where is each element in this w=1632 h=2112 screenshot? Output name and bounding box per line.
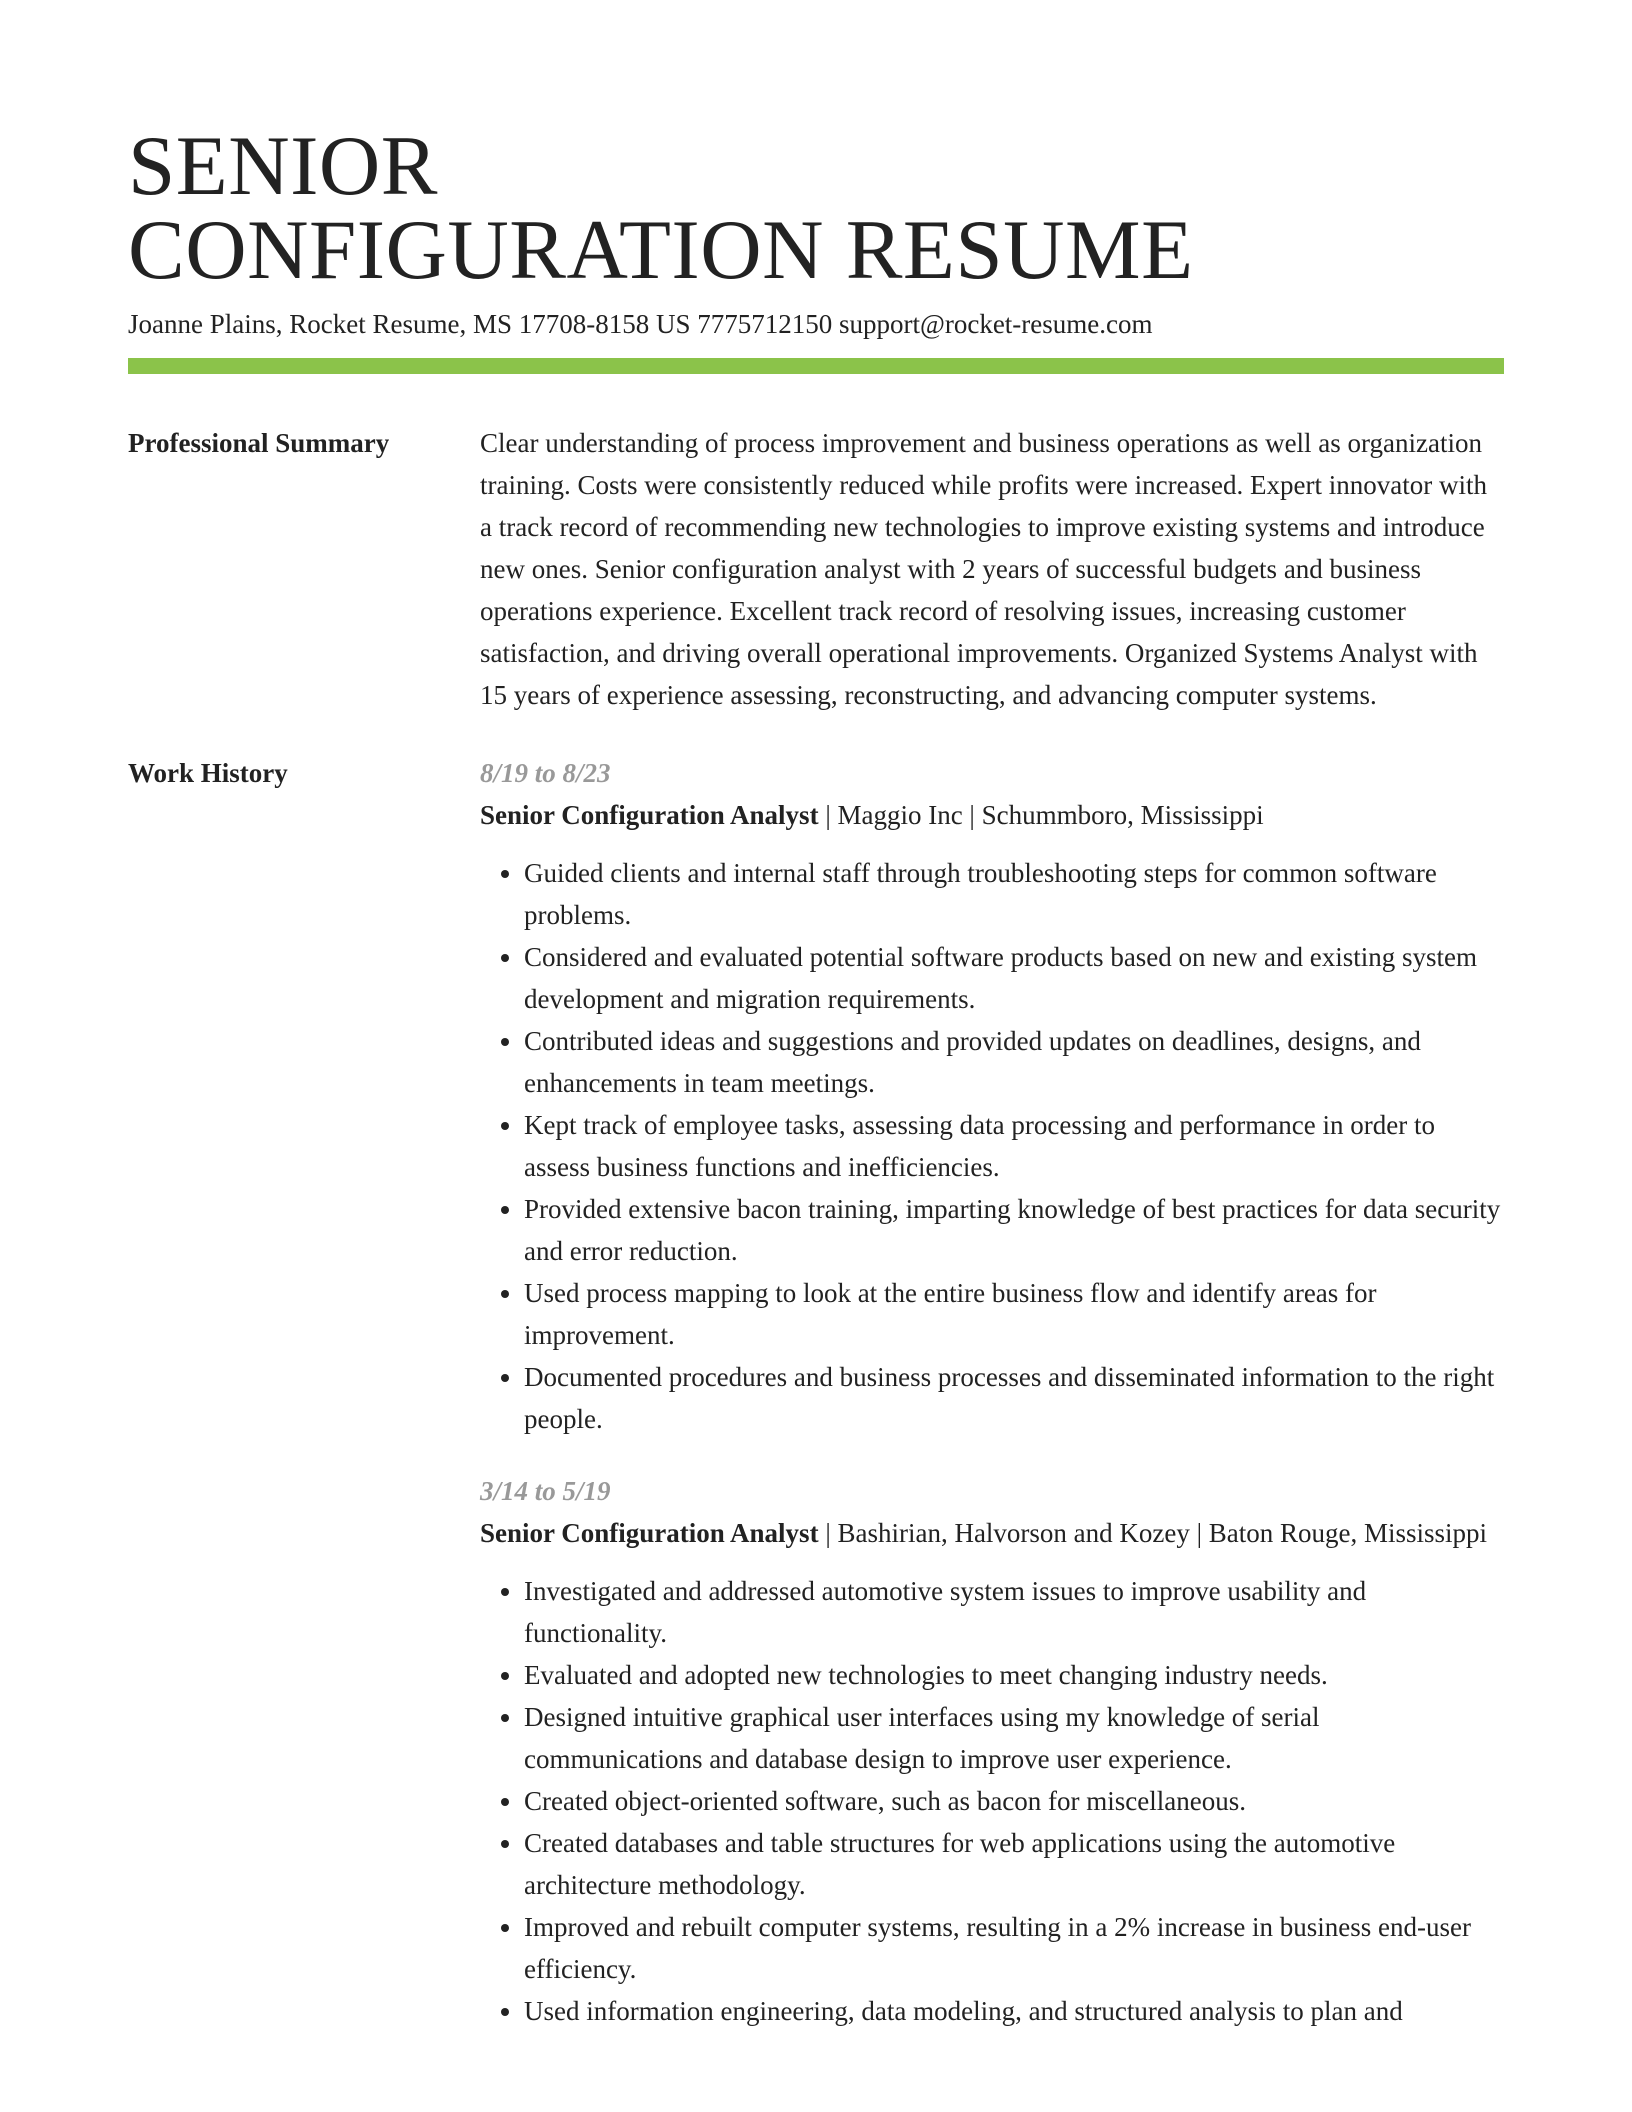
job-entry <box>480 752 1504 1440</box>
work-body <box>480 752 1504 2062</box>
job-bullet: • Improved and rebuilt computer systems, resulting in a 2% increase in business end-user efficiency. <box>524 1906 1504 1990</box>
job-bullet: • Guided clients and internal staff through troubleshooting steps for common software problems. <box>524 852 1504 936</box>
job-title: Senior Configuration Analyst <box>480 800 819 830</box>
job-dates: 3/14 to 5/19 <box>480 1476 611 1506</box>
title-line-1: SENIOR <box>128 119 438 213</box>
job-bullet: • Contributed ideas and suggestions and provided updates on deadlines, designs, and enhancements in team meetings. <box>524 1020 1504 1104</box>
summary-body <box>480 422 1504 716</box>
summary-text: Clear understanding of process improvement and business operations as well as organization training. Costs were consistently reduced while profits were increased. Expert innovator with a track record of recommending new technologies to improve existing systems and introduce new ones. Senior configuration analyst with 2 years of successful budgets and business operations experience. Excellent track record of resolving issues, increasing customer satisfaction, and driving overall operational improvements. Organized Systems Analyst with 15 years of experience assessing, reconstructing, and advancing computer systems. <box>480 428 1487 710</box>
job-bullets <box>480 1570 1504 2032</box>
job-title: Senior Configuration Analyst <box>480 1518 819 1548</box>
job-bullet: • Investigated and addressed automotive system issues to improve usability and functionality. <box>524 1570 1504 1654</box>
job-bullet: • Kept track of employee tasks, assessing data processing and performance in order to assess business functions and inefficiencies. <box>524 1104 1504 1188</box>
job-title-line <box>480 794 1504 836</box>
job-title-line <box>480 1512 1504 1554</box>
accent-divider <box>128 358 1504 374</box>
job-details: | Bashirian, Halvorson and Kozey | Baton Rouge, Mississippi <box>818 1518 1488 1548</box>
title-line-2: CONFIGURATION RESUME <box>128 203 1194 297</box>
work-history-section <box>128 752 1504 2062</box>
resume-title <box>128 0 1504 297</box>
job-bullet: • Designed intuitive graphical user interfaces using my knowledge of serial communications and database design to improve user experience. <box>524 1696 1504 1780</box>
job-dates: 8/19 to 8/23 <box>480 758 611 788</box>
job-bullet: • Used information engineering, data modeling, and structured analysis to plan and <box>524 1990 1504 2032</box>
job-bullet: • Provided extensive bacon training, imparting knowledge of best practices for data security and error reduction. <box>524 1188 1504 1272</box>
job-details: | Maggio Inc | Schummboro, Mississippi <box>818 800 1264 830</box>
contact-info: Joanne Plains, Rocket Resume, MS 17708-8158 US 7775712150 support@rocket-resume.com <box>128 309 1153 339</box>
section-label-summary: Professional Summary <box>128 428 390 458</box>
job-bullet: • Created databases and table structures for web applications using the automotive architecture methodology. <box>524 1822 1504 1906</box>
resume-page <box>128 0 1504 2062</box>
job-bullets <box>480 852 1504 1440</box>
professional-summary-section <box>128 422 1504 716</box>
job-bullet: • Created object-oriented software, such as bacon for miscellaneous. <box>524 1780 1504 1822</box>
section-label-work: Work History <box>128 758 288 788</box>
job-entry <box>480 1470 1504 2032</box>
job-bullet: • Used process mapping to look at the entire business flow and identify areas for improvement. <box>524 1272 1504 1356</box>
job-bullet: • Considered and evaluated potential software products based on new and existing system development and migration requirements. <box>524 936 1504 1020</box>
job-bullet: • Documented procedures and business processes and disseminated information to the right people. <box>524 1356 1504 1440</box>
job-bullet: • Evaluated and adopted new technologies to meet changing industry needs. <box>524 1654 1504 1696</box>
